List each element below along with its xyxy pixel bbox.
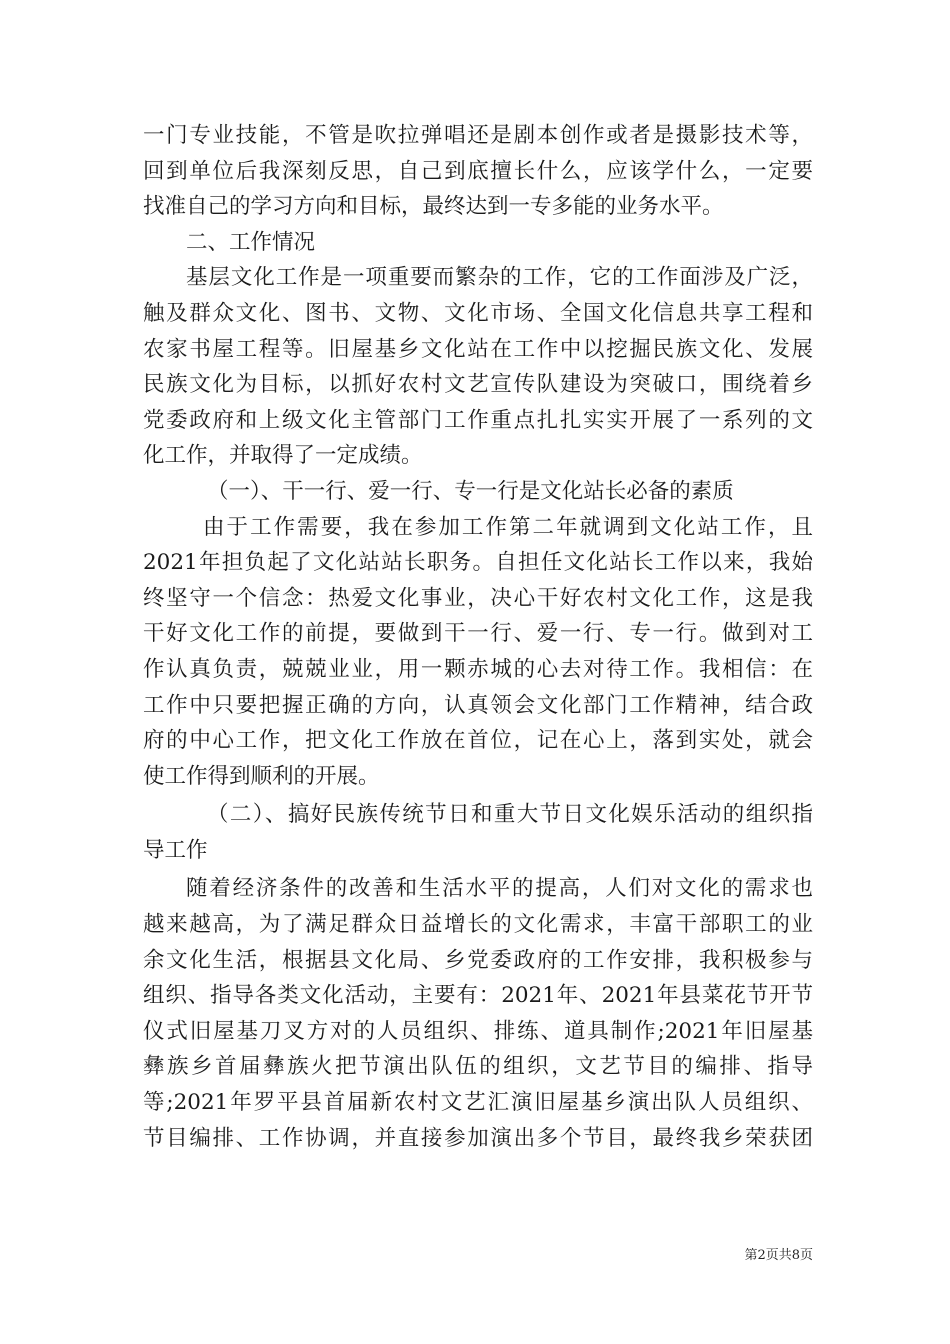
text-line: 使工作得到顺利的开展。 xyxy=(143,763,380,789)
text-line: 仪式旧屋基刀叉方对的人员组织、排练、道具制作;2021年旧屋基 xyxy=(143,1018,813,1044)
text-line: 随着经济条件的改善和生活水平的提高，人们对文化的需求也 xyxy=(186,876,813,902)
text-line: 彝族乡首届彝族火把节演出队伍的组织，文艺节目的编排、指导 xyxy=(143,1054,813,1080)
text-line: 一门专业技能，不管是吹拉弹唱还是剧本创作或者是摄影技术等， xyxy=(143,123,813,148)
text-line: （二）、搞好民族传统节日和重大节日文化娱乐活动的组织指 xyxy=(207,802,813,828)
text-line: 基层文化工作是一项重要而繁杂的工作，它的工作面涉及广泛， xyxy=(186,265,813,291)
text-line: 二、工作情况 xyxy=(186,229,316,255)
text-line: 作认真负责，兢兢业业，用一颗赤城的心去对待工作。我相信：在 xyxy=(143,656,813,682)
text-line: 节目编排、工作协调，并直接参加演出多个节目，最终我乡荣获团 xyxy=(143,1125,813,1151)
page-number: 第2页共8页 xyxy=(744,1248,813,1263)
text-line: 余文化生活，根据县文化局、乡党委政府的工作安排，我积极参与 xyxy=(143,947,813,973)
text-line: 找准自己的学习方向和目标，最终达到一专多能的业务水平。 xyxy=(143,194,724,220)
text-line: 由于工作需要，我在参加工作第二年就调到文化站工作，且 xyxy=(203,514,813,540)
text-line: 回到单位后我深刻反思，自己到底擅长什么，应该学什么，一定要 xyxy=(143,158,813,184)
text-line: （一）、干一行、爱一行、专一行是文化站长必备的素质 xyxy=(207,478,734,504)
text-line: 府的中心工作，把文化工作放在首位，记在心上，落到实处，就会 xyxy=(143,728,813,754)
text-line: 党委政府和上级文化主管部门工作重点扎扎实实开展了一系列的文 xyxy=(143,407,813,433)
text-line: 组织、指导各类文化活动，主要有：2021年、2021年县菜花节开节 xyxy=(143,983,813,1009)
text-line: 越来越高，为了满足群众日益增长的文化需求，丰富干部职工的业 xyxy=(143,912,813,938)
text-line: 2021年担负起了文化站站长职务。自担任文化站长工作以来，我始 xyxy=(143,550,813,576)
text-line: 等;2021年罗平县首届新农村文艺汇演旧屋基乡演出队人员组织、 xyxy=(143,1090,813,1116)
text-line: 干好文化工作的前提，要做到干一行、爱一行、专一行。做到对工 xyxy=(143,621,813,647)
text-line: 触及群众文化、图书、文物、文化市场、全国文化信息共享工程和 xyxy=(143,300,813,326)
text-line: 农家书屋工程等。旧屋基乡文化站在工作中以挖掘民族文化、发展 xyxy=(143,336,813,362)
text-line: 民族文化为目标，以抓好农村文艺宣传队建设为突破口，围绕着乡 xyxy=(143,372,813,398)
text-line: 导工作 xyxy=(143,837,208,863)
text-line: 化工作，并取得了一定成绩。 xyxy=(143,443,423,469)
text-line: 工作中只要把握正确的方向，认真领会文化部门工作精神，结合政 xyxy=(143,692,813,718)
text-line: 终坚守一个信念：热爱文化事业，决心干好农村文化工作，这是我 xyxy=(143,585,813,611)
body-text xyxy=(143,118,813,1156)
